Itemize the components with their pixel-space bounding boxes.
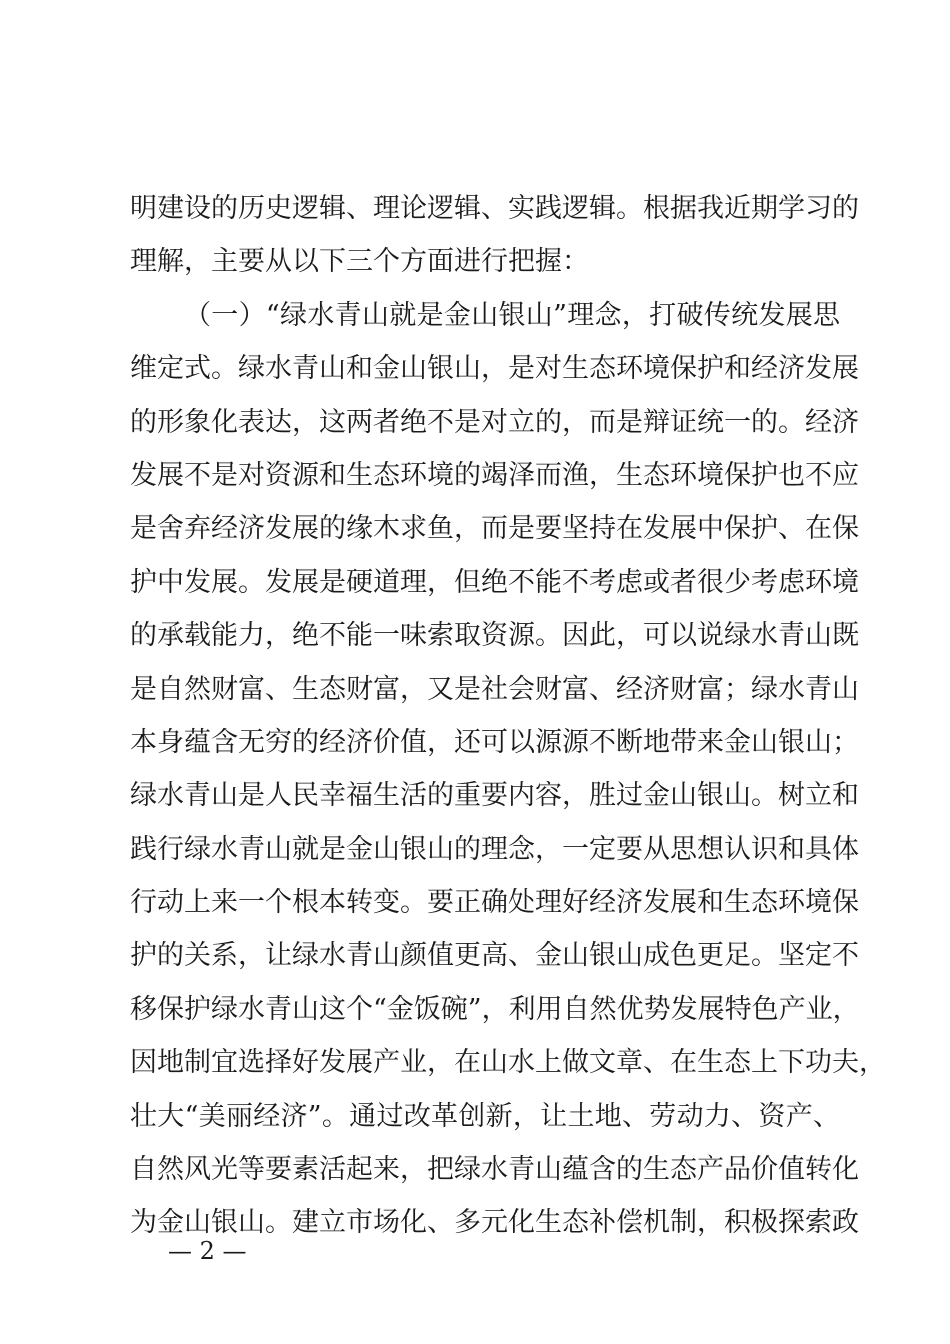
text-line: 护的关系，让绿水青山颜值更高、金山银山成色更足。坚定不 xyxy=(130,940,859,972)
text-line: 自然风光等要素活起来，把绿水青山蕴含的生态产品价值转化 xyxy=(130,1154,859,1186)
text-line: 践行绿水青山就是金山银山的理念，一定要从思想认识和具体 xyxy=(130,833,859,865)
text-line: 移保护绿水青山这个“金饭碗”，利用自然优势发展特色产业， xyxy=(130,993,860,1025)
text-line: 的形象化表达，这两者绝不是对立的，而是辩证统一的。经济 xyxy=(130,406,859,438)
text-line: 壮大“美丽经济”。通过改革创新，让土地、劳动力、资产、 xyxy=(130,1100,840,1132)
body-text xyxy=(130,182,886,1250)
text-line: 的承载能力，绝不能一味索取资源。因此，可以说绿水青山既 xyxy=(130,620,859,652)
text-line: 为金山银山。建立市场化、多元化生态补偿机制，积极探索政 xyxy=(130,1207,859,1239)
text-line: 发展不是对资源和生态环境的竭泽而渔，生态环境保护也不应 xyxy=(130,459,859,491)
text-line: 本身蕴含无穷的经济价值，还可以源源不断地带来金山银山； xyxy=(130,726,859,758)
text-line: 因地制宜选择好发展产业，在山水上做文章、在生态上下功夫， xyxy=(130,1047,886,1079)
text-line: 维定式。绿水青山和金山银山，是对生态环境保护和经济发展 xyxy=(130,353,859,385)
text-line: 是舍弃经济发展的缘木求鱼，而是要坚持在发展中保护、在保 xyxy=(130,513,859,545)
text-line: 明建设的历史逻辑、理论逻辑、实践逻辑。根据我近期学习的 xyxy=(130,193,859,224)
text-line: 行动上来一个根本转变。要正确处理好经济发展和生态环境保 xyxy=(130,887,859,919)
text-line: 绿水青山是人民幸福生活的重要内容，胜过金山银山。树立和 xyxy=(130,780,859,812)
page-number: — 2 — xyxy=(168,1237,247,1265)
section-heading-line: （一）“绿水青山就是金山银山”理念，打破传统发展思 xyxy=(184,299,840,331)
text-line: 是自然财富、生态财富，又是社会财富、经济财富；绿水青山 xyxy=(130,673,859,705)
text-line: 理解，主要从以下三个方面进行把握： xyxy=(130,246,589,278)
text-line: 护中发展。发展是硬道理，但绝不能不考虑或者很少考虑环境 xyxy=(130,566,859,598)
